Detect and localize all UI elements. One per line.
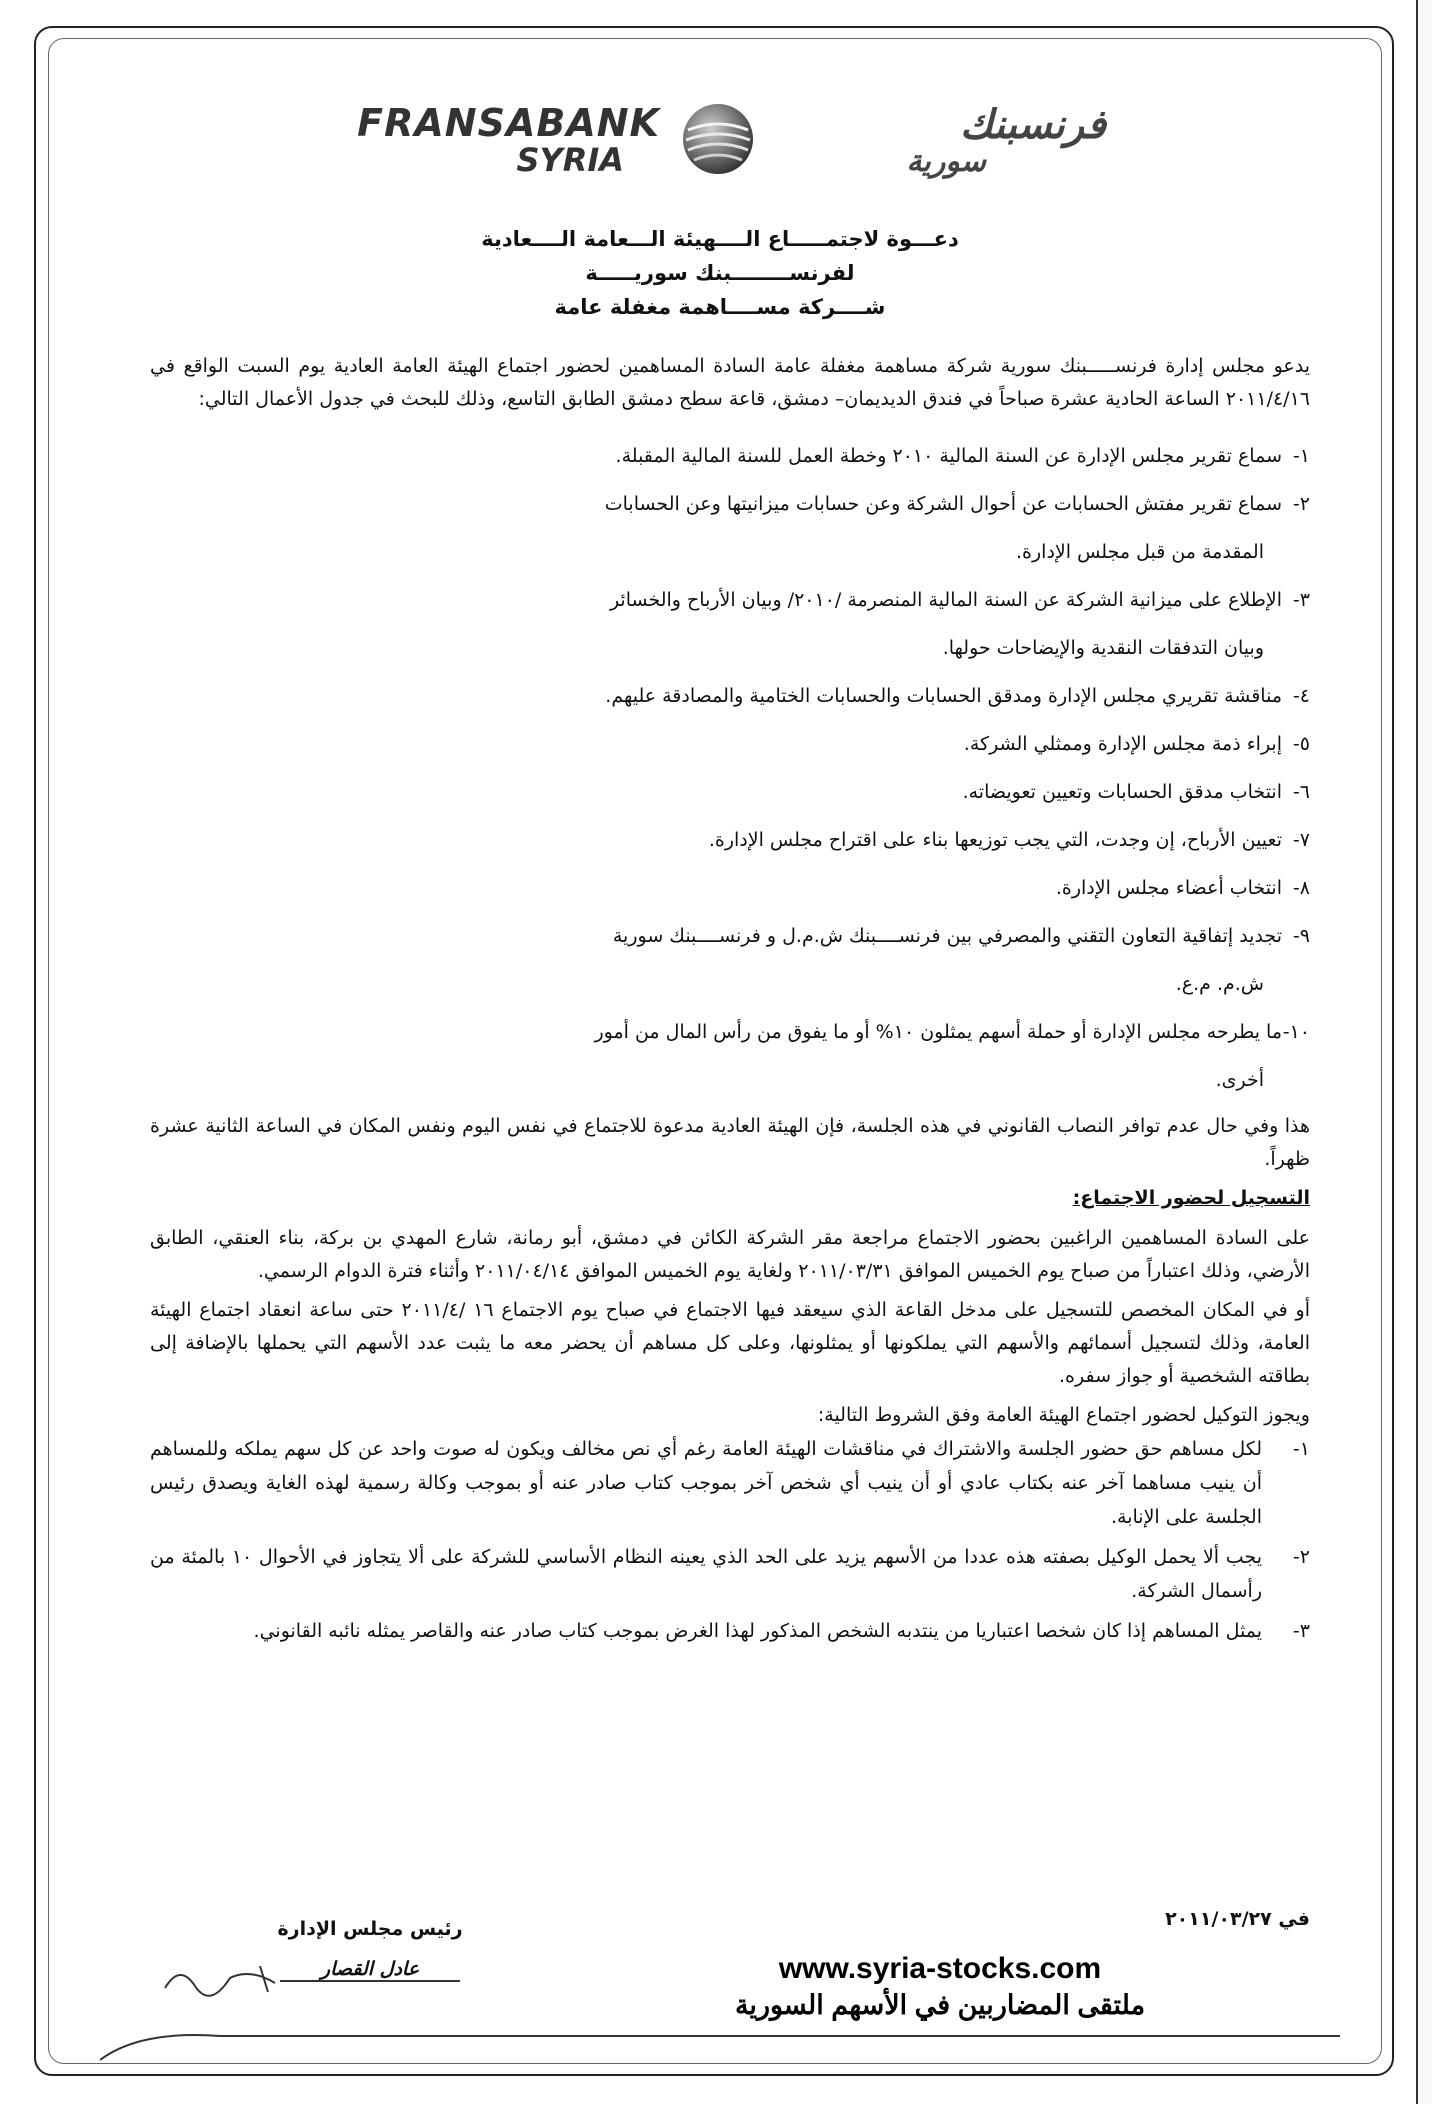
proxy-intro: ويجوز التوكيل لحضور اجتماع الهيئة العامة وفق الشروط التالية:	[817, 1404, 1310, 1426]
agenda-item-text: إبراء ذمة مجلس الإدارة وممثلي الشركة.	[963, 733, 1282, 755]
agenda-item-text: الإطلاع على ميزانية الشركة عن السنة المالية المنصرمة /٢٠١٠/ وبيان الأرباح والخسائر	[609, 589, 1282, 611]
agenda-item	[150, 480, 1310, 576]
agenda-item-number: ٦-	[1292, 781, 1310, 803]
agenda-item-number: ٧-	[1292, 829, 1310, 851]
logo-latin-line2: SYRIA	[516, 141, 624, 179]
registration-paragraph-1: على السادة المساهمين الراغبين بحضور الاجتماع مراجعة مقر الشركة الكائن في دمشق، أبو رمانة، شارع المهدي بن بركة، بناء العنقي، الطابق الأرضي، وذلك اعتباراً من صباح يوم الخميس الموافق ٢٠١١/٠٣/٣١ ولغاية يوم الخميس الموافق ٢٠١١/٠٤/١٤ وأثناء فترة الدوام الرسمي.	[150, 1227, 1310, 1282]
logo-latin-line1: FRANSABANK	[357, 101, 660, 145]
agenda-item-continuation: ش.م. م.ع.	[1175, 973, 1264, 995]
bottom-border-curve	[100, 2030, 1340, 2070]
agenda-item	[150, 816, 1310, 864]
title-line-3: شــــركة مســــاهمة مغفلة عامة	[554, 295, 886, 319]
logo-arabic-line1: فرنسبنك	[960, 102, 1106, 148]
bank-logo-icon	[676, 100, 760, 178]
signature-scribble-icon	[160, 1958, 280, 1998]
document-body	[150, 350, 1310, 1654]
agenda-item-text: سماع تقرير مفتش الحسابات عن أحوال الشركة وعن حسابات ميزانيتها وعن الحسابات	[604, 493, 1282, 515]
agenda-item-text: انتخاب أعضاء مجلس الإدارة.	[1055, 877, 1282, 899]
page-edge	[1416, 0, 1432, 2104]
watermark-tagline: ملتقى المضاربين في الأسهم السورية	[734, 1990, 1146, 2020]
agenda-item-number: ٢-	[1292, 493, 1310, 515]
signatory-title: رئيس مجلس الإدارة	[277, 1918, 463, 1940]
agenda-item	[150, 864, 1310, 912]
agenda-item-number: ٩-	[1292, 925, 1310, 947]
agenda-item-number: ٣-	[1292, 589, 1310, 611]
proxy-condition-number: ٣-	[1292, 1620, 1310, 1642]
proxy-condition-text: يمثل المساهم إذا كان شخصا اعتباريا من ينتدبه الشخص المذكور لهذا الغرض بموجب كتاب صادر عنه والقاصر يمثله نائبه القانوني.	[253, 1620, 1262, 1642]
agenda-item	[150, 912, 1310, 1008]
registration-heading: التسجيل لحضور الاجتماع:	[1072, 1187, 1310, 1209]
proxy-condition-text: لكل مساهم حق حضور الجلسة والاشتراك في مناقشات الهيئة العامة رغم أي نص مخالف ويكون له صوت واحد عن كل سهم يملكه وللمساهم أن ينيب مساهما آخر عنه بكتاب عادي أو أن ينيب أي شخص آخر بموجب كتاب صادر عنه أو بموجب وكالة رسمية لهذه الغاية ويصدق رئيس الجلسة على الإنابة.	[150, 1438, 1262, 1528]
agenda-list	[150, 432, 1310, 1104]
agenda-item-number: ٨-	[1292, 877, 1310, 899]
title-line-2: لفرنســــــــبنك سوريـــــة	[585, 261, 855, 285]
proxy-condition-text: يجب ألا يحمل الوكيل بصفته هذه عددا من الأسهم يزيد على الحد الذي يعينه النظام الأساسي للشركة على ألا يتجاوز في الأحوال ١٠ بالمئة من رأسمال الشركة.	[150, 1546, 1262, 1602]
agenda-item-text: تجديد إتفاقية التعاون التقني والمصرفي بين فرنســــبنك ش.م.ل و فرنســــبنك سورية	[612, 925, 1282, 947]
watermark-url: www.syria-stocks.com	[778, 1952, 1102, 1985]
logo-latin-text	[330, 101, 660, 179]
registration-paragraph-2: أو في المكان المخصص للتسجيل على مدخل القاعة الذي سيعقد فيها الاجتماع في صباح يوم الاجتماع ١٦ /٢٠١١/٤ حتى ساعة انعقاد اجتماع الهيئة العامة، وذلك لتسجيل أسمائهم والأسهم التي يملكونها أو يمثلونها، وعلى كل مساهم أن يحضر معه ما يثبت عدد الأسهم التي يحملها بالإضافة إلى بطاقته الشخصية أو جواز سفره.	[150, 1299, 1310, 1387]
agenda-item-continuation: المقدمة من قبل مجلس الإدارة.	[1016, 541, 1264, 563]
agenda-item-text: انتخاب مدقق الحسابات وتعيين تعويضاته.	[962, 781, 1282, 803]
intro-paragraph: يدعو مجلس إدارة فرنســـــبنك سورية شركة مساهمة مغفلة عامة السادة المساهمين لحضور اجتماع الهيئة العامة العادية يوم السبت الواقع في ٢٠١١/٤/١٦ الساعة الحادية عشرة صباحاً في فندق الديديمان– دمشق، قاعة سطح دمشق الطابق التاسع، وذلك للبحث في جدول الأعمال التالي:	[150, 355, 1310, 410]
agenda-item	[150, 1008, 1310, 1104]
proxy-condition	[150, 1540, 1310, 1608]
letterhead	[330, 100, 1130, 180]
agenda-item	[150, 432, 1310, 480]
proxy-conditions-list	[150, 1432, 1310, 1648]
document-title	[300, 222, 1140, 324]
agenda-item-text: سماع تقرير مجلس الإدارة عن السنة المالية ٢٠١٠ وخطة العمل للسنة المالية المقبلة.	[615, 445, 1282, 467]
agenda-item-continuation: أخرى.	[1215, 1069, 1264, 1091]
proxy-condition	[150, 1614, 1310, 1648]
agenda-item	[150, 576, 1310, 672]
agenda-item	[150, 720, 1310, 768]
website-watermark	[680, 1952, 1200, 2021]
agenda-item-text: تعيين الأرباح، إن وجدت، التي يجب توزيعها بناء على اقتراح مجلس الإدارة.	[708, 829, 1282, 851]
agenda-item	[150, 768, 1310, 816]
agenda-item-number: ٥-	[1292, 733, 1310, 755]
agenda-item	[150, 672, 1310, 720]
logo-arabic-text	[776, 104, 1106, 178]
document-date: في ٢٠١١/٠٣/٢٧	[1165, 1908, 1310, 1930]
agenda-item-text: مناقشة تقريري مجلس الإدارة ومدقق الحسابات والحسابات الختامية والمصادقة عليهم.	[605, 685, 1282, 707]
proxy-condition-number: ٢-	[1292, 1546, 1310, 1568]
agenda-item-number: ٤-	[1292, 685, 1310, 707]
signatory-name: عادل القصار	[280, 1958, 460, 1982]
agenda-item-text: ما يطرحه مجلس الإدارة أو حملة أسهم يمثلون ١٠% أو ما يفوق من رأس المال من أمور	[594, 1021, 1282, 1043]
proxy-condition	[150, 1432, 1310, 1534]
title-line-1: دعـــوة لاجتمـــــاع الــــهيئة الـــعامة الــــعادية	[481, 227, 959, 251]
agenda-item-continuation: وبيان التدفقات النقدية والإيضاحات حولها.	[942, 637, 1264, 659]
logo-arabic-line2: سورية	[906, 144, 986, 179]
agenda-item-number: ١٠-	[1282, 1021, 1310, 1043]
proxy-condition-number: ١-	[1292, 1438, 1310, 1460]
quorum-note: هذا وفي حال عدم توافر النصاب القانوني في هذه الجلسة، فإن الهيئة العادية مدعوة للاجتماع في نفس اليوم ونفس المكان في الساعة الثانية عشرة ظهراً.	[150, 1115, 1310, 1170]
agenda-item-number: ١-	[1292, 445, 1310, 467]
